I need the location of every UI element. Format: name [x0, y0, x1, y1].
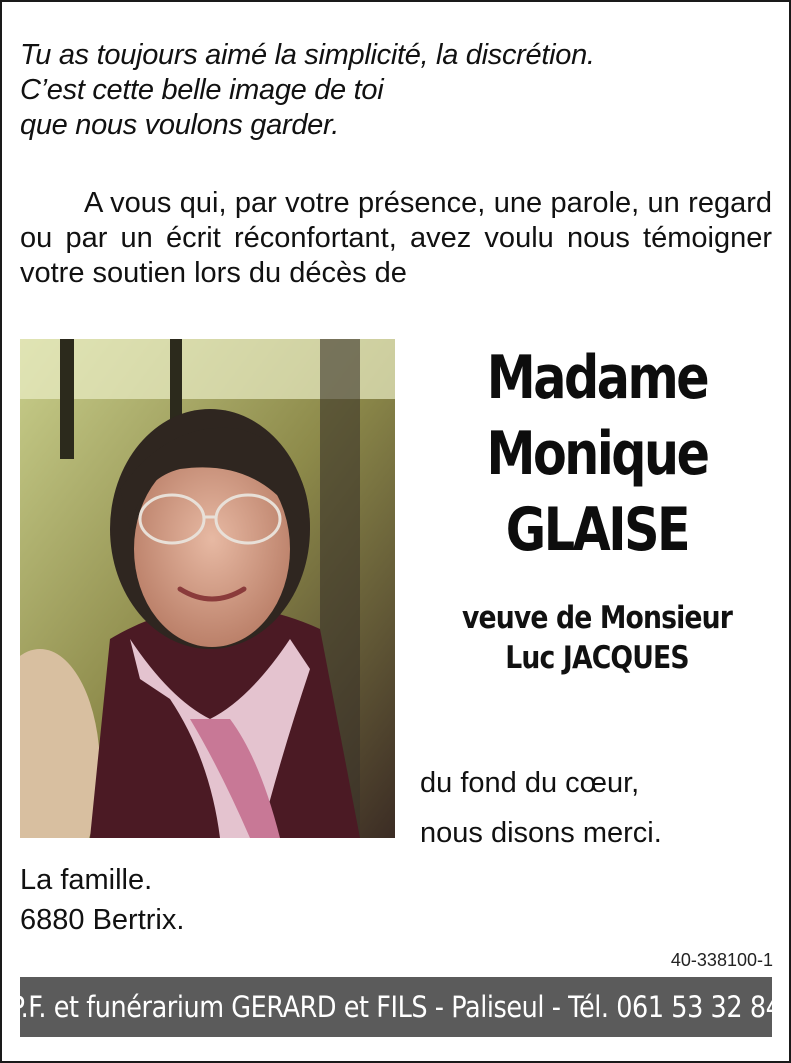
poem-line: Tu as toujours aimé la simplicité, la discrétion. — [20, 39, 595, 71]
deceased-first-name: Monique — [486, 419, 708, 489]
poem — [20, 38, 760, 143]
widow-line: veuve de Monsieur — [461, 600, 733, 636]
deceased-last-name: GLAISE — [505, 495, 689, 565]
portrait-illustration — [20, 339, 395, 838]
family-signature: La famille. — [20, 864, 153, 896]
funeral-home-text: P.F. et funérarium GERARD et FILS - Paliseul - Tél. 061 53 32 84 — [10, 990, 782, 1024]
closing-line: nous disons merci. — [420, 817, 662, 849]
funeral-home-banner — [10, 977, 782, 1037]
deceased-title: Madame — [486, 343, 708, 413]
poem-line: que nous voulons garder. — [20, 109, 340, 141]
closing-text — [420, 758, 760, 858]
portrait-photo — [20, 339, 395, 838]
husband-name: Luc JACQUES — [505, 640, 689, 676]
poem-line: C’est cette belle image de toi — [20, 74, 384, 106]
family-location: 6880 Bertrix. — [20, 904, 185, 936]
closing-line: du fond du cœur, — [420, 767, 640, 799]
widow-of — [443, 598, 751, 678]
signature — [20, 860, 320, 940]
reference-number: 40-338100-1 — [670, 950, 773, 970]
deceased-name — [450, 340, 744, 568]
thanks-paragraph: A vous qui, par votre présence, une parole, un regard ou par un écrit réconfortant, avez voulu nous témoigner votre soutien lors du décès de — [20, 187, 772, 289]
